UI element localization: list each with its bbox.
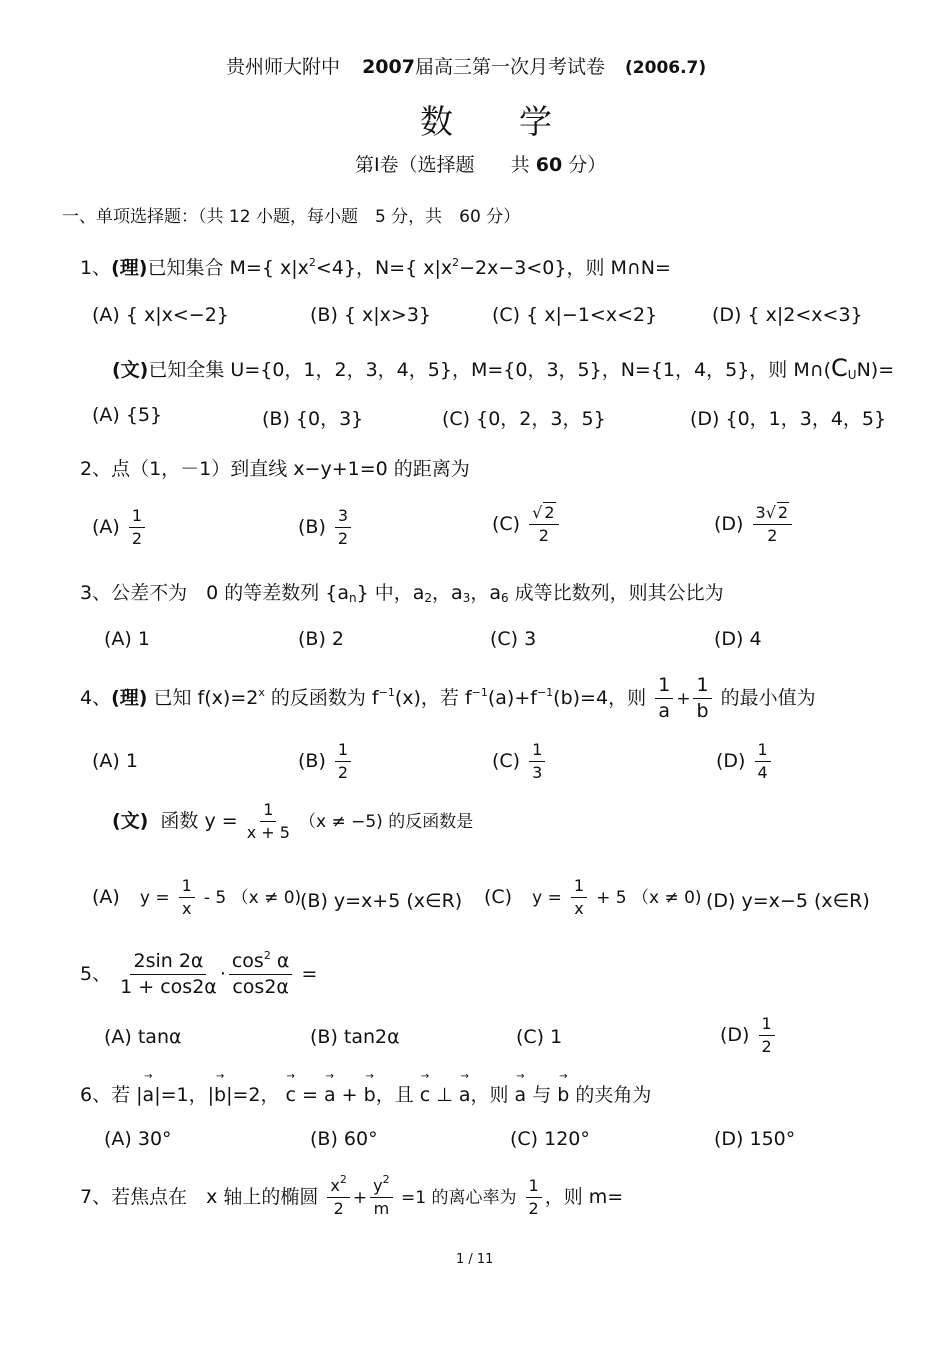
numerator bbox=[370, 1173, 392, 1198]
coefficient: 3 bbox=[755, 503, 766, 522]
q4-t6: 的最小值为 bbox=[714, 687, 816, 709]
q6-t1: |=1，| bbox=[154, 1084, 214, 1106]
exam-name: 届高三第一次月考试卷 bbox=[414, 56, 605, 78]
fraction bbox=[229, 949, 293, 998]
y-equals: y = bbox=[532, 888, 562, 908]
q4w-option-c bbox=[484, 878, 702, 917]
q3-option-a: (A) 1 bbox=[104, 628, 150, 650]
q6-t2: |=2， bbox=[226, 1084, 280, 1106]
q4-sup-inv1: −1 bbox=[378, 686, 395, 699]
q7-pre: 7、若焦点在 x 轴上的椭圆 bbox=[80, 1186, 319, 1208]
q5-option-c: (C) 1 bbox=[516, 1026, 563, 1048]
q6-t4: + bbox=[335, 1084, 364, 1106]
q1-wen-pre: 已知全集 U={0，1，2，3，4，5}，M={0，3，5}，N={1，4，5}，则 M∩( bbox=[148, 359, 832, 381]
q3-mid1: } 中，a bbox=[356, 582, 425, 604]
q1w-option-c: (C) {0，2，3，5} bbox=[442, 408, 606, 430]
fraction bbox=[179, 878, 195, 917]
q1w-option-d: (D) {0，1，3，4，5} bbox=[690, 408, 887, 430]
denominator: 3 bbox=[532, 763, 543, 782]
q3-sub-n: n bbox=[349, 591, 357, 605]
numerator: 1 bbox=[335, 742, 351, 762]
q4-wen-post: （x ≠ −5) 的反函数是 bbox=[299, 812, 474, 832]
q5-option-b: (B) tan2α bbox=[310, 1026, 400, 1048]
q2-label-a: (A) bbox=[92, 516, 120, 538]
q6-t3: = bbox=[295, 1084, 324, 1106]
q4-sup-inv2: −1 bbox=[471, 686, 488, 699]
part-title-pre: 第Ⅰ卷（选择题 bbox=[355, 154, 475, 176]
plus-sign: + bbox=[676, 689, 691, 709]
fraction bbox=[529, 505, 558, 544]
vector-a: → a bbox=[143, 1084, 155, 1106]
question-4-wen bbox=[112, 802, 473, 841]
fraction bbox=[370, 1173, 392, 1218]
x-var: x bbox=[330, 1176, 340, 1195]
question-number: 5、 bbox=[80, 963, 112, 985]
fraction-1-over-b bbox=[693, 676, 711, 721]
denominator: x bbox=[574, 899, 584, 918]
fraction bbox=[335, 508, 351, 547]
part-title-mid: 共 bbox=[510, 154, 530, 176]
fraction bbox=[759, 1016, 775, 1055]
numerator: √ 2 bbox=[529, 505, 558, 525]
q1-option-a: (A) { x|x<−2} bbox=[92, 304, 229, 326]
alpha-text: α bbox=[270, 950, 290, 972]
q4w-option-a bbox=[92, 878, 301, 917]
q4w-c-post: + 5 （x ≠ 0) bbox=[596, 888, 702, 908]
exam-year: 2007 bbox=[362, 56, 415, 78]
numerator: 2sin 2α bbox=[130, 952, 206, 975]
q7-mid: =1 的离心率为 bbox=[395, 1188, 517, 1208]
subject-title: 数 学 bbox=[420, 102, 552, 141]
vector-c: → c bbox=[420, 1084, 430, 1106]
fraction bbox=[120, 952, 217, 997]
multiply-dot: · bbox=[219, 963, 226, 985]
numerator: 1 bbox=[260, 802, 276, 822]
tag-wen: (文) bbox=[112, 810, 149, 832]
q4w-option-d: (D) y=x−5 (x∈R) bbox=[706, 890, 870, 912]
q6-t9: 的夹角为 bbox=[569, 1084, 652, 1106]
school-name: 贵州师大附中 bbox=[226, 56, 341, 78]
question-number: 1、 bbox=[80, 257, 112, 279]
q2-option-b bbox=[298, 508, 354, 547]
numerator: 3√ 2 bbox=[753, 505, 793, 525]
q7-post: ，则 m= bbox=[544, 1186, 624, 1208]
q1-sup2: 2 bbox=[452, 256, 460, 269]
denominator: m bbox=[373, 1199, 390, 1218]
q6-t8: 与 bbox=[526, 1084, 558, 1106]
q2-option-d bbox=[714, 505, 795, 544]
q4-sup-x: x bbox=[258, 686, 265, 699]
numerator: 1 bbox=[655, 676, 673, 699]
q4-label-c: (C) bbox=[492, 750, 521, 772]
question-3 bbox=[80, 578, 724, 605]
numerator bbox=[229, 949, 293, 975]
q3-option-d: (D) 4 bbox=[714, 628, 762, 650]
q6-option-b: (B) 60° bbox=[310, 1128, 378, 1150]
q6-option-d: (D) 150° bbox=[714, 1128, 796, 1150]
q6-t6: ⊥ bbox=[430, 1084, 459, 1106]
fraction bbox=[755, 742, 771, 781]
q1-option-d: (D) { x|2<x<3} bbox=[712, 304, 863, 326]
q3-sub-6: 6 bbox=[500, 591, 509, 605]
q4-t4: (a)+f bbox=[487, 687, 537, 709]
q1-text-mid: <4}，N={ x|x bbox=[315, 257, 453, 279]
denominator: cos2α bbox=[232, 976, 289, 998]
q1-option-c: (C) { x|−1<x<2} bbox=[492, 304, 658, 326]
tag-li: (理) bbox=[111, 257, 148, 279]
q3-option-b: (B) 2 bbox=[298, 628, 344, 650]
fraction bbox=[571, 878, 587, 917]
q4w-label-a: (A) bbox=[92, 886, 120, 908]
vector-a: → a bbox=[459, 1084, 471, 1106]
q4-option-c bbox=[492, 742, 548, 781]
question-7 bbox=[80, 1173, 624, 1218]
numerator: 1 bbox=[529, 742, 545, 762]
q4-option-d bbox=[716, 742, 774, 781]
q2-option-a bbox=[92, 508, 148, 547]
cos-text: cos bbox=[231, 950, 264, 972]
vector-b: → b bbox=[214, 1084, 226, 1106]
q4-wen-pre: 函数 y = bbox=[160, 810, 238, 832]
q4-option-b bbox=[298, 742, 354, 781]
vector-c: → c bbox=[286, 1084, 296, 1106]
q4-t5: (b)=4，则 bbox=[553, 687, 647, 709]
q6-t5: ，且 bbox=[375, 1084, 420, 1106]
y-equals: y = bbox=[139, 888, 170, 908]
question-5 bbox=[80, 949, 318, 998]
vector-a: → a bbox=[515, 1084, 527, 1106]
x-sup: 2 bbox=[339, 1173, 347, 1186]
section-heading: 一、单项选择题：（共 12 小题，每小题 5 分，共 60 分） bbox=[62, 207, 521, 227]
q2-label-b: (B) bbox=[298, 516, 326, 538]
fraction bbox=[526, 1178, 542, 1217]
vector-b: → b bbox=[557, 1084, 569, 1106]
question-4-li bbox=[80, 676, 816, 721]
q3-option-c: (C) 3 bbox=[490, 628, 537, 650]
q4-option-a: (A) 1 bbox=[92, 750, 138, 772]
tag-wen: (文) bbox=[112, 359, 149, 381]
complement-sub: U bbox=[847, 368, 857, 382]
numerator: 1 bbox=[755, 742, 771, 762]
numerator: 1 bbox=[129, 508, 145, 528]
numerator bbox=[327, 1173, 349, 1198]
denominator: a bbox=[658, 700, 670, 722]
question-2: 2、点（1，－1）到直线 x−y+1=0 的距离为 bbox=[80, 458, 470, 480]
q1-text-pre: 已知集合 M={ x|x bbox=[147, 257, 309, 279]
part-title-score: 60 bbox=[535, 154, 563, 176]
q4w-label-c: (C) bbox=[484, 886, 513, 908]
equals-sign: = bbox=[301, 963, 318, 985]
q4-label-d: (D) bbox=[716, 750, 746, 772]
y-var: y bbox=[373, 1176, 383, 1195]
vector-b: → b bbox=[364, 1084, 376, 1106]
q4w-option-b: (B) y=x+5 (x∈R) bbox=[300, 890, 463, 912]
part-title bbox=[355, 150, 606, 177]
tag-li: (理) bbox=[111, 687, 148, 709]
q4-label-b: (B) bbox=[298, 750, 326, 772]
question-6 bbox=[80, 1080, 651, 1107]
denominator: x + 5 bbox=[246, 823, 290, 842]
sqrt-radicand: 2 bbox=[544, 503, 555, 522]
part-title-post: 分） bbox=[568, 154, 607, 176]
q6-t7: ，则 bbox=[470, 1084, 515, 1106]
q1w-option-a: (A) {5} bbox=[92, 404, 163, 426]
q1-wen-post: N)= bbox=[856, 359, 895, 381]
sqrt-radicand: 2 bbox=[777, 503, 789, 522]
denominator: 4 bbox=[757, 763, 768, 782]
q5-option-a: (A) tanα bbox=[104, 1026, 182, 1048]
q4-t1: 已知 f(x)=2 bbox=[153, 687, 259, 709]
fraction-1-over-a bbox=[655, 676, 673, 721]
q1w-option-b: (B) {0，3} bbox=[262, 408, 364, 430]
q2-label-d: (D) bbox=[714, 513, 744, 535]
exam-date: (2006.7) bbox=[625, 58, 707, 78]
fraction bbox=[129, 508, 145, 547]
page-number: 1 / 11 bbox=[456, 1252, 494, 1267]
denominator: x bbox=[182, 899, 192, 918]
q1-sup1: 2 bbox=[308, 256, 316, 269]
q6-num: 6、若 | bbox=[80, 1084, 143, 1106]
q6-option-c: (C) 120° bbox=[510, 1128, 590, 1150]
q3-pre: 3、公差不为 0 的等差数列 {a bbox=[80, 582, 349, 604]
plus-sign: + bbox=[352, 1188, 368, 1208]
fraction bbox=[327, 1173, 349, 1218]
numerator: 1 bbox=[759, 1016, 775, 1036]
question-1-wen bbox=[112, 354, 894, 382]
complement-c: C bbox=[831, 354, 848, 382]
denominator: 2 bbox=[337, 529, 349, 548]
q1-option-b: (B) { x|x>3} bbox=[310, 304, 432, 326]
denominator: 2 bbox=[528, 1199, 539, 1218]
y-sup: 2 bbox=[382, 1173, 390, 1186]
q6-option-a: (A) 30° bbox=[104, 1128, 172, 1150]
q4-t2: 的反函数为 f bbox=[264, 687, 379, 709]
denominator: 2 bbox=[538, 526, 549, 545]
q2-label-c: (C) bbox=[492, 513, 521, 535]
q2-option-c bbox=[492, 505, 562, 544]
q1-text-post: −2x−3<0}，则 M∩N= bbox=[459, 257, 671, 279]
numerator: 1 bbox=[526, 1178, 542, 1198]
q4-t3: (x)，若 f bbox=[394, 687, 472, 709]
q3-mid2: ，a bbox=[432, 582, 463, 604]
q5-label-d: (D) bbox=[720, 1024, 750, 1046]
exam-header bbox=[226, 52, 706, 79]
denominator: 2 bbox=[131, 529, 143, 548]
fraction bbox=[247, 802, 290, 841]
denominator: 2 bbox=[767, 526, 778, 545]
cos-sup: 2 bbox=[263, 949, 271, 962]
q4w-a-post: - 5 （x ≠ 0) bbox=[203, 888, 302, 908]
denominator: 2 bbox=[333, 1199, 344, 1218]
q3-sub-3: 3 bbox=[462, 591, 471, 605]
numerator: 1 bbox=[693, 676, 711, 699]
question-1-li bbox=[80, 253, 671, 280]
fraction bbox=[529, 742, 545, 781]
vector-a: → a bbox=[324, 1084, 336, 1106]
denominator: 1 + cos2α bbox=[120, 976, 217, 998]
denominator: 2 bbox=[761, 1037, 772, 1056]
fraction bbox=[753, 505, 793, 544]
q5-option-d bbox=[720, 1016, 778, 1055]
q3-post: 成等比数列，则其公比为 bbox=[508, 582, 724, 604]
denominator: 2 bbox=[337, 763, 349, 782]
question-number: 4、 bbox=[80, 687, 112, 709]
q3-mid3: ，a bbox=[470, 582, 501, 604]
numerator: 1 bbox=[571, 878, 587, 898]
q3-sub-2: 2 bbox=[424, 591, 433, 605]
denominator: b bbox=[696, 700, 709, 722]
numerator: 3 bbox=[335, 508, 351, 528]
q4-sup-inv3: −1 bbox=[536, 686, 554, 699]
numerator: 1 bbox=[179, 878, 195, 898]
fraction bbox=[335, 742, 351, 781]
